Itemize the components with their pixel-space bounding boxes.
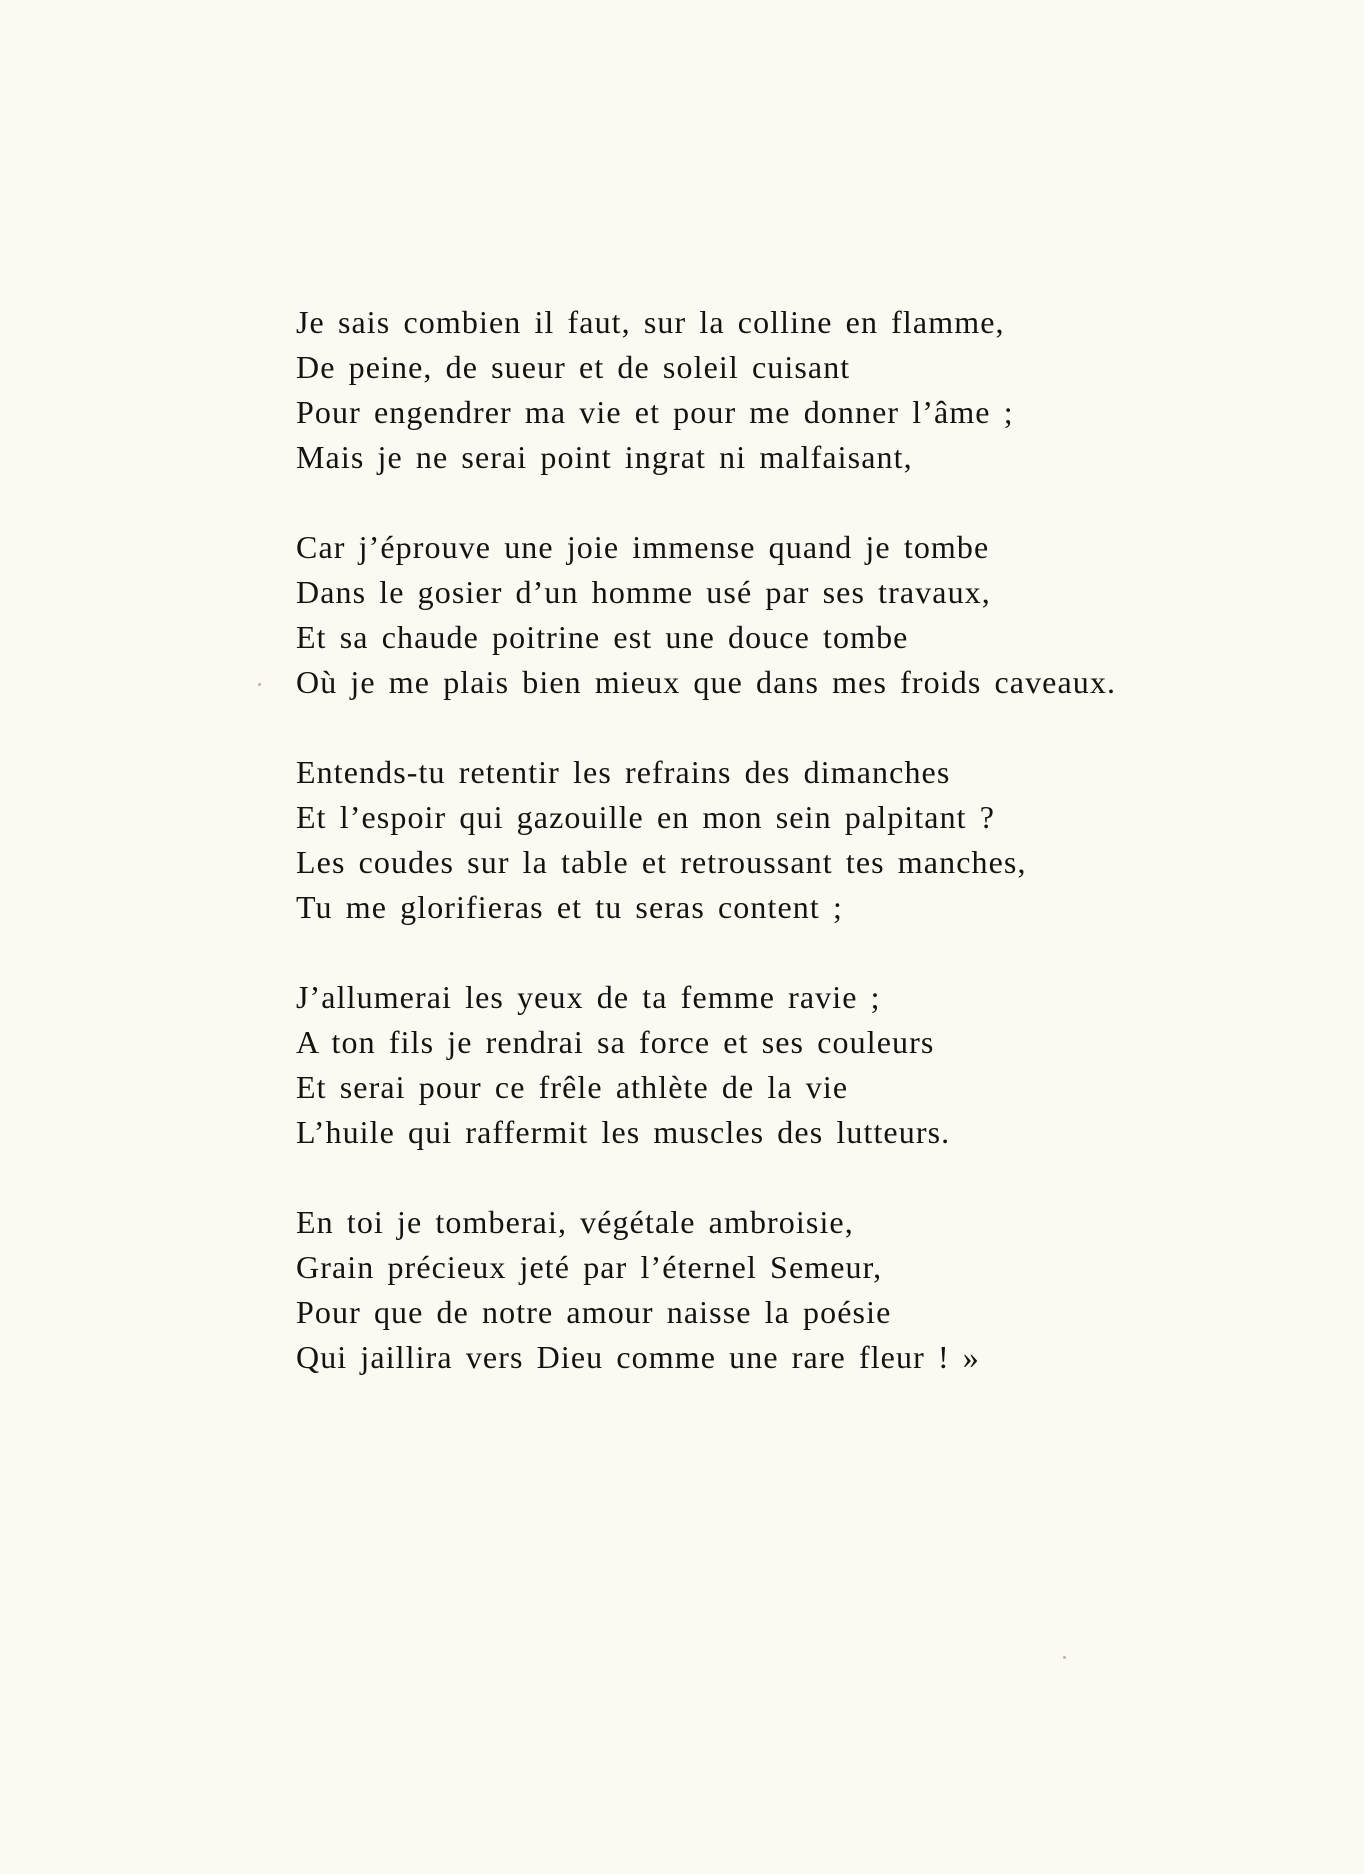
verse-line: Où je me plais bien mieux que dans mes froids caveaux. xyxy=(296,664,1117,700)
stanza xyxy=(296,1200,1256,1380)
verse-line: L’huile qui raffermit les muscles des lutteurs. xyxy=(296,1114,951,1150)
verse-line: Je sais combien il faut, sur la colline en flamme, xyxy=(296,304,1005,340)
verse-line: Entends-tu retentir les refrains des dimanches xyxy=(296,754,951,790)
poem-text xyxy=(296,300,1256,1425)
verse-line: Qui jaillira vers Dieu comme une rare fleur ! » xyxy=(296,1339,980,1375)
verse-line: Et serai pour ce frêle athlète de la vie xyxy=(296,1069,849,1105)
verse-line: Les coudes sur la table et retroussant tes manches, xyxy=(296,844,1027,880)
verse-line: A ton fils je rendrai sa force et ses couleurs xyxy=(296,1024,935,1060)
stanza xyxy=(296,525,1256,705)
verse-line: Dans le gosier d’un homme usé par ses travaux, xyxy=(296,574,991,610)
stanza xyxy=(296,300,1256,480)
verse-line: Pour engendrer ma vie et pour me donner l’âme ; xyxy=(296,394,1014,430)
stanza xyxy=(296,750,1256,930)
verse-line: Pour que de notre amour naisse la poésie xyxy=(296,1294,892,1330)
paper-speck xyxy=(1063,1656,1066,1659)
paper-speck xyxy=(258,683,261,686)
verse-line: Et l’espoir qui gazouille en mon sein palpitant ? xyxy=(296,799,996,835)
verse-line: Mais je ne serai point ingrat ni malfaisant, xyxy=(296,439,913,475)
verse-line: Et sa chaude poitrine est une douce tombe xyxy=(296,619,909,655)
verse-line: Car j’éprouve une joie immense quand je tombe xyxy=(296,529,990,565)
verse-line: Tu me glorifieras et tu seras content ; xyxy=(296,889,843,925)
verse-line: En toi je tomberai, végétale ambroisie, xyxy=(296,1204,854,1240)
verse-line: De peine, de sueur et de soleil cuisant xyxy=(296,349,851,385)
verse-line: J’allumerai les yeux de ta femme ravie ; xyxy=(296,979,881,1015)
stanza xyxy=(296,975,1256,1155)
verse-line: Grain précieux jeté par l’éternel Semeur, xyxy=(296,1249,883,1285)
